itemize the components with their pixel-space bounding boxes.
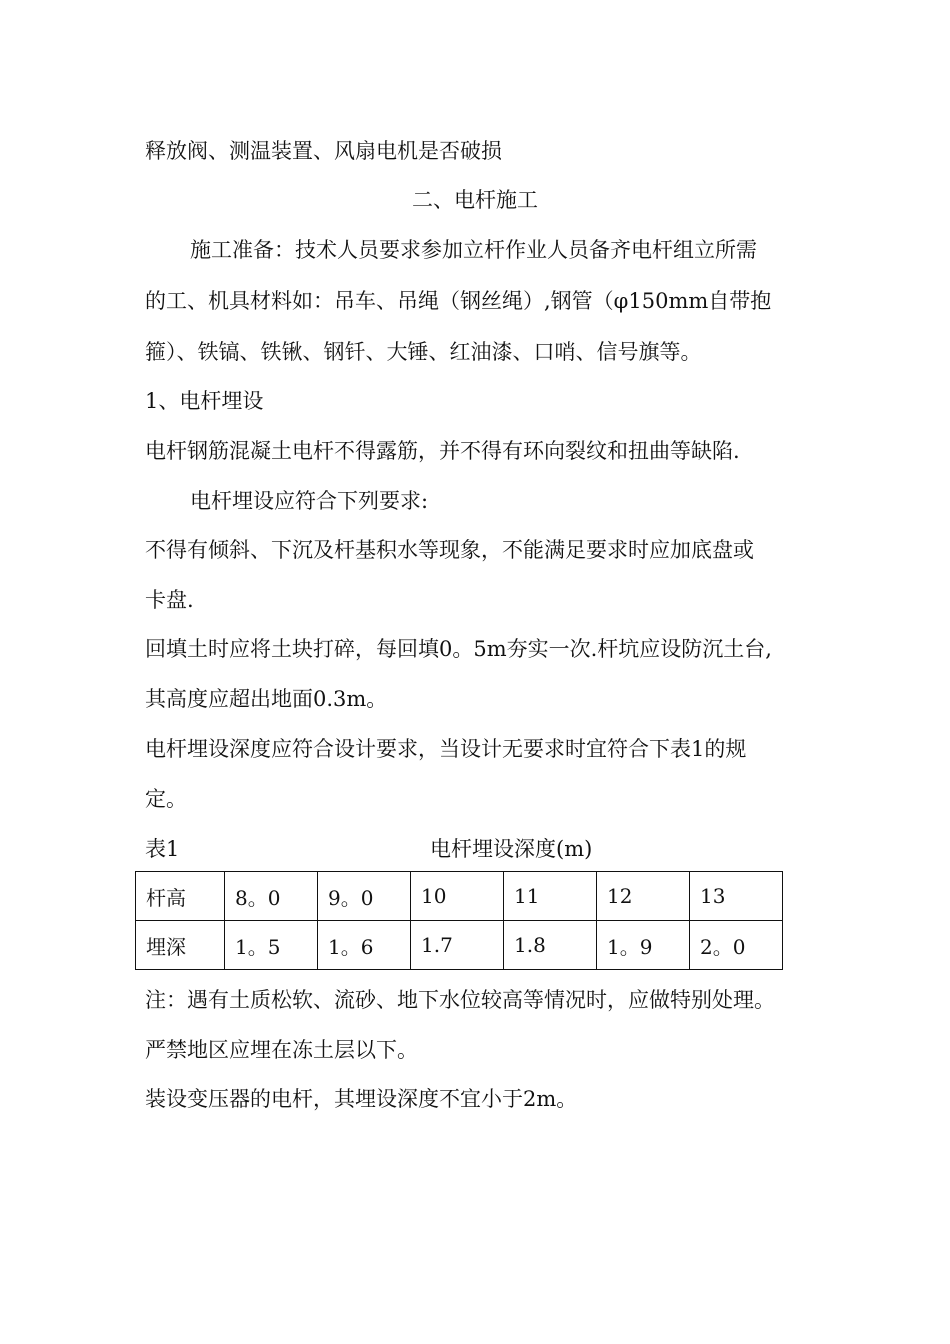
table-cell: 1.7 xyxy=(411,921,504,970)
table-cell: 10 xyxy=(411,872,504,921)
paragraph-line: 卡盘. xyxy=(145,588,194,612)
paragraph-line: 回填土时应将土块打碎，每回填0。5m夯实一次.杆坑应设防沉土台, xyxy=(145,637,772,661)
table-cell: 1。5 xyxy=(225,921,318,970)
table-cell: 1。6 xyxy=(318,921,411,970)
paragraph-line: 电杆埋设深度应符合设计要求，当设计无要求时宜符合下表1的规 xyxy=(145,737,747,761)
subsection-heading: 1、电杆埋设 xyxy=(145,389,264,413)
note-line: 注：遇有土质松软、流砂、地下水位较高等情况时，应做特别处理。 xyxy=(145,988,775,1012)
table-cell: 2。0 xyxy=(690,921,783,970)
table-cell: 13 xyxy=(690,872,783,921)
table-cell: 1。9 xyxy=(597,921,690,970)
table-row xyxy=(136,872,783,921)
paragraph-line: 施工准备：技术人员要求参加立杆作业人员备齐电杆组立所需 xyxy=(190,238,757,262)
paragraph-line: 的工、机具材料如：吊车、吊绳（钢丝绳）,钢管（φ150mm自带抱 xyxy=(145,289,772,313)
paragraph-line: 电杆埋设应符合下列要求: xyxy=(190,489,429,513)
paragraph-line: 箍）、铁镐、铁锹、钢钎、大锤、红油漆、口哨、信号旗等。 xyxy=(145,340,702,364)
note-line: 装设变压器的电杆，其埋设深度不宜小于2m。 xyxy=(145,1087,578,1111)
paragraph-line: 其高度应超出地面0.3m。 xyxy=(145,687,388,711)
table-cell: 杆高 xyxy=(136,872,225,921)
table-row xyxy=(136,921,783,970)
section-heading: 二、电杆施工 xyxy=(412,188,538,212)
paragraph-line: 电杆钢筋混凝土电杆不得露筋，并不得有环向裂纹和扭曲等缺陷. xyxy=(145,439,740,463)
table-cell: 8。0 xyxy=(225,872,318,921)
table-cell: 1.8 xyxy=(504,921,597,970)
table-cell: 9。0 xyxy=(318,872,411,921)
paragraph-line: 不得有倾斜、下沉及杆基积水等现象，不能满足要求时应加底盘或 xyxy=(145,538,754,562)
table-cell: 埋深 xyxy=(136,921,225,970)
table-title: 电杆埋设深度(m) xyxy=(430,837,593,861)
table-label: 表1 xyxy=(145,837,180,861)
table-cell: 11 xyxy=(504,872,597,921)
table-cell: 12 xyxy=(597,872,690,921)
note-line: 严禁地区应埋在冻土层以下。 xyxy=(145,1038,418,1062)
paragraph-line: 定。 xyxy=(145,787,187,811)
depth-table xyxy=(135,871,783,970)
text-line: 释放阀、测温装置、风扇电机是否破损 xyxy=(145,139,502,163)
